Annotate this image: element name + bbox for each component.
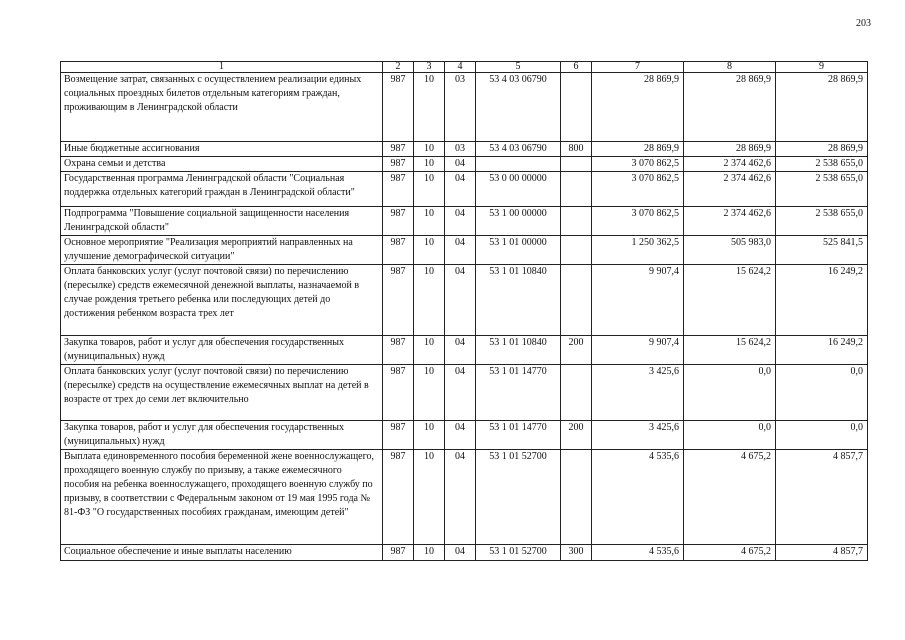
row-target-article: 53 1 00 00000 — [476, 207, 561, 236]
table-row — [61, 236, 868, 265]
row-amount-3: 2 538 655,0 — [776, 207, 868, 236]
row-amount-2: 505 983,0 — [684, 236, 776, 265]
row-expense-type — [561, 73, 592, 142]
row-amount-1: 3 070 862,5 — [592, 157, 684, 172]
table-body — [61, 73, 868, 561]
row-podrazdel: 04 — [445, 365, 476, 421]
row-podrazdel: 04 — [445, 421, 476, 450]
row-amount-3: 28 869,9 — [776, 73, 868, 142]
row-expense-type: 200 — [561, 421, 592, 450]
row-target-article: 53 0 00 00000 — [476, 172, 561, 207]
row-razdel: 10 — [414, 172, 445, 207]
row-expense-type — [561, 236, 592, 265]
row-grbs: 987 — [383, 73, 414, 142]
row-expense-type — [561, 207, 592, 236]
row-podrazdel: 03 — [445, 142, 476, 157]
table-row — [61, 450, 868, 545]
row-grbs: 987 — [383, 236, 414, 265]
row-amount-1: 9 907,4 — [592, 265, 684, 336]
column-header: 9 — [776, 62, 868, 73]
row-amount-2: 15 624,2 — [684, 336, 776, 365]
row-grbs: 987 — [383, 421, 414, 450]
column-header: 8 — [684, 62, 776, 73]
row-amount-3: 28 869,9 — [776, 142, 868, 157]
row-name: Оплата банковских услуг (услуг почтовой связи) по перечислению (пересылке) средств ежемесячной денежной выплаты, назначаемой в случае рождения третьего ребенка или последующих детей до достижения ребенком возраста трех лет — [61, 265, 383, 336]
row-amount-2: 4 675,2 — [684, 545, 776, 561]
row-amount-2: 28 869,9 — [684, 73, 776, 142]
row-amount-1: 9 907,4 — [592, 336, 684, 365]
row-name: Закупка товаров, работ и услуг для обеспечения государственных (муниципальных) нужд — [61, 421, 383, 450]
row-amount-1: 4 535,6 — [592, 450, 684, 545]
table-row — [61, 157, 868, 172]
row-name: Социальное обеспечение и иные выплаты населению — [61, 545, 383, 561]
row-podrazdel: 04 — [445, 157, 476, 172]
row-name: Иные бюджетные ассигнования — [61, 142, 383, 157]
row-razdel: 10 — [414, 421, 445, 450]
row-target-article: 53 1 01 10840 — [476, 336, 561, 365]
row-name: Оплата банковских услуг (услуг почтовой связи) по перечислению (пересылке) средств на осуществление ежемесячных выплат на детей в возрасте от трех до семи лет включительно — [61, 365, 383, 421]
row-expense-type: 800 — [561, 142, 592, 157]
row-amount-2: 2 374 462,6 — [684, 207, 776, 236]
row-amount-3: 2 538 655,0 — [776, 157, 868, 172]
row-podrazdel: 04 — [445, 265, 476, 336]
row-name: Закупка товаров, работ и услуг для обеспечения государственных (муниципальных) нужд — [61, 336, 383, 365]
row-name: Государственная программа Ленинградской области "Социальная поддержка отдельных категорий граждан в Ленинградской области" — [61, 172, 383, 207]
table-row — [61, 172, 868, 207]
row-target-article: 53 1 01 00000 — [476, 236, 561, 265]
row-amount-2: 0,0 — [684, 365, 776, 421]
row-grbs: 987 — [383, 450, 414, 545]
table-row — [61, 545, 868, 561]
row-amount-1: 3 070 862,5 — [592, 207, 684, 236]
column-header: 5 — [476, 62, 561, 73]
row-target-article: 53 1 01 14770 — [476, 365, 561, 421]
row-amount-1: 3 425,6 — [592, 421, 684, 450]
row-razdel: 10 — [414, 207, 445, 236]
row-target-article: 53 1 01 14770 — [476, 421, 561, 450]
row-razdel: 10 — [414, 157, 445, 172]
row-expense-type — [561, 365, 592, 421]
table-row — [61, 336, 868, 365]
column-header: 7 — [592, 62, 684, 73]
row-amount-2: 15 624,2 — [684, 265, 776, 336]
row-target-article: 53 1 01 10840 — [476, 265, 561, 336]
table-row — [61, 365, 868, 421]
row-amount-2: 0,0 — [684, 421, 776, 450]
row-amount-1: 1 250 362,5 — [592, 236, 684, 265]
row-target-article — [476, 157, 561, 172]
row-name: Возмещение затрат, связанных с осуществлением реализации единых социальных проездных билетов отдельным категориям граждан, проживающим в Ленинградской области — [61, 73, 383, 142]
row-expense-type — [561, 450, 592, 545]
column-number-row — [61, 62, 868, 73]
row-grbs: 987 — [383, 265, 414, 336]
row-podrazdel: 04 — [445, 236, 476, 265]
table-row — [61, 265, 868, 336]
row-amount-2: 4 675,2 — [684, 450, 776, 545]
row-razdel: 10 — [414, 73, 445, 142]
row-amount-1: 3 070 862,5 — [592, 172, 684, 207]
row-podrazdel: 04 — [445, 336, 476, 365]
row-podrazdel: 04 — [445, 172, 476, 207]
row-expense-type: 300 — [561, 545, 592, 561]
row-amount-2: 2 374 462,6 — [684, 172, 776, 207]
row-amount-1: 3 425,6 — [592, 365, 684, 421]
row-razdel: 10 — [414, 545, 445, 561]
row-razdel: 10 — [414, 365, 445, 421]
row-amount-3: 525 841,5 — [776, 236, 868, 265]
table-row — [61, 421, 868, 450]
table-row — [61, 142, 868, 157]
row-amount-3: 16 249,2 — [776, 336, 868, 365]
row-amount-3: 0,0 — [776, 421, 868, 450]
row-grbs: 987 — [383, 365, 414, 421]
row-amount-3: 2 538 655,0 — [776, 172, 868, 207]
row-name: Выплата единовременного пособия беременной жене военнослужащего, проходящего военную службу по призыву, а также ежемесячного пособия на ребенка военнослужащего, проходящего военную службу по призыву, в соответствии с Федеральным законом от 19 мая 1995 года № 81-ФЗ "О государственных пособиях гражданам, имеющим детей" — [61, 450, 383, 545]
row-podrazdel: 03 — [445, 73, 476, 142]
row-podrazdel: 04 — [445, 545, 476, 561]
row-grbs: 987 — [383, 207, 414, 236]
row-expense-type — [561, 265, 592, 336]
row-expense-type — [561, 172, 592, 207]
row-razdel: 10 — [414, 265, 445, 336]
row-name: Основное мероприятие "Реализация мероприятий направленных на улучшение демографической ситуации" — [61, 236, 383, 265]
row-razdel: 10 — [414, 450, 445, 545]
column-header: 3 — [414, 62, 445, 73]
row-target-article: 53 4 03 06790 — [476, 142, 561, 157]
column-header: 6 — [561, 62, 592, 73]
budget-table — [60, 61, 868, 561]
row-grbs: 987 — [383, 336, 414, 365]
row-amount-1: 4 535,6 — [592, 545, 684, 561]
row-target-article: 53 1 01 52700 — [476, 450, 561, 545]
row-target-article: 53 1 01 52700 — [476, 545, 561, 561]
row-name: Подпрограмма "Повышение социальной защищенности населения Ленинградской области" — [61, 207, 383, 236]
row-expense-type: 200 — [561, 336, 592, 365]
row-razdel: 10 — [414, 336, 445, 365]
page-number: 203 — [856, 18, 871, 29]
row-amount-1: 28 869,9 — [592, 73, 684, 142]
row-grbs: 987 — [383, 172, 414, 207]
row-amount-1: 28 869,9 — [592, 142, 684, 157]
row-grbs: 987 — [383, 545, 414, 561]
row-podrazdel: 04 — [445, 207, 476, 236]
row-amount-2: 28 869,9 — [684, 142, 776, 157]
row-amount-3: 0,0 — [776, 365, 868, 421]
table-row — [61, 207, 868, 236]
row-target-article: 53 4 03 06790 — [476, 73, 561, 142]
column-header: 1 — [61, 62, 383, 73]
column-header: 4 — [445, 62, 476, 73]
row-amount-2: 2 374 462,6 — [684, 157, 776, 172]
row-razdel: 10 — [414, 142, 445, 157]
row-grbs: 987 — [383, 157, 414, 172]
row-amount-3: 4 857,7 — [776, 545, 868, 561]
row-expense-type — [561, 157, 592, 172]
row-amount-3: 4 857,7 — [776, 450, 868, 545]
row-amount-3: 16 249,2 — [776, 265, 868, 336]
row-razdel: 10 — [414, 236, 445, 265]
row-podrazdel: 04 — [445, 450, 476, 545]
table-row — [61, 73, 868, 142]
column-header: 2 — [383, 62, 414, 73]
row-name: Охрана семьи и детства — [61, 157, 383, 172]
row-grbs: 987 — [383, 142, 414, 157]
